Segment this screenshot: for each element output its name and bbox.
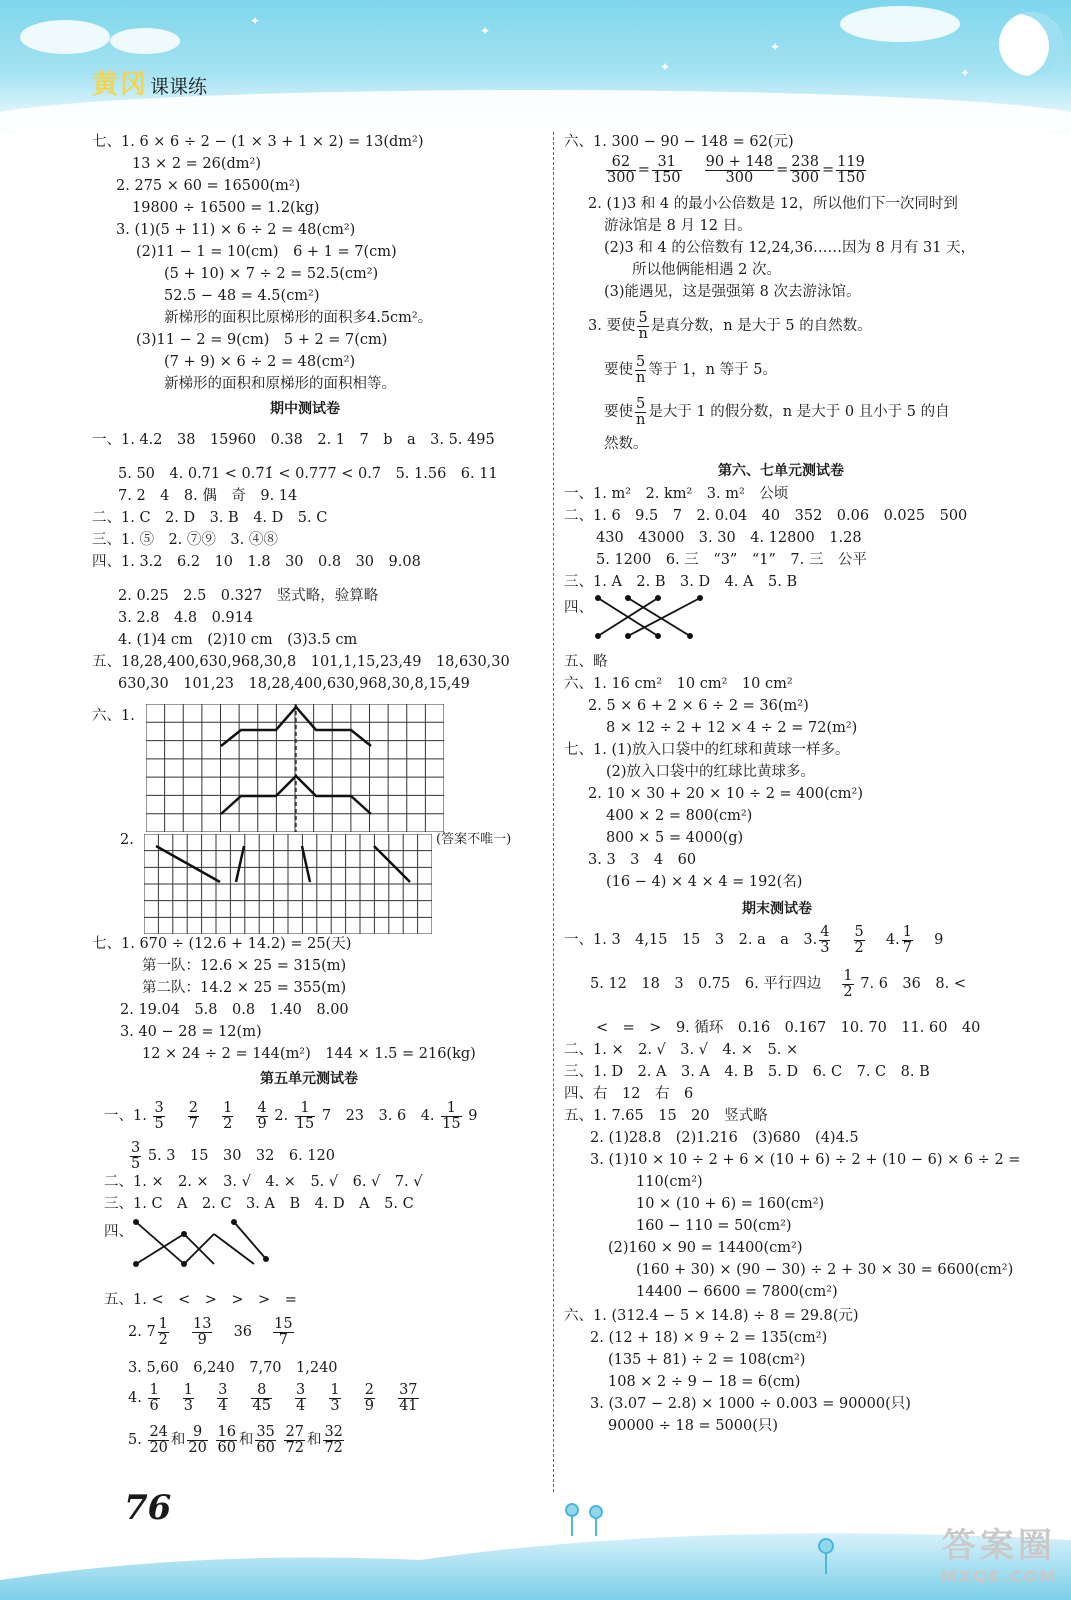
fraction (255, 1425, 275, 1456)
denominator: 72 (324, 1439, 343, 1456)
fraction (284, 1425, 304, 1456)
answer-line: 五、18,28,400,630,968,30,8 101,1,15,23,49 18,630,30 (92, 654, 510, 670)
numerator: 4 (820, 923, 830, 940)
answer-line: (3)能遇见，这是强强第 8 次去游泳馆。 (604, 284, 861, 300)
numerator: 2 (364, 1381, 374, 1398)
numerator: 3 (296, 1381, 306, 1398)
label: 一、1. 3 4,15 15 3 2. a a 3. (564, 932, 818, 948)
answer-line (588, 308, 872, 344)
answer-line: 2. (1)3 和 4 的最小公倍数是 12，所以他们下一次同时到 (588, 196, 958, 212)
answer-line: 2. 5 × 6 + 2 × 6 ÷ 2 = 36(m²) (588, 698, 809, 714)
denominator: n (636, 411, 646, 428)
answer-line: 3. (1)(5 + 11) × 6 ÷ 2 = 48(cm²) (116, 222, 356, 238)
fraction (148, 1425, 168, 1456)
answer-line: 108 × 2 ÷ 9 − 18 = 6(cm) (608, 1374, 801, 1390)
numerator: 1 (149, 1381, 159, 1398)
denominator: 60 (217, 1439, 236, 1456)
label: 2. (274, 1108, 289, 1124)
answer-line: (2)11 − 1 = 10(cm) 6 + 1 = 7(cm) (136, 244, 397, 260)
answer-line: 四、 (564, 600, 593, 616)
answer-line: 2. (1)28.8 (2)1.216 (3)680 (4)4.5 (590, 1130, 859, 1146)
watermark-url: MXQE.COM (940, 1567, 1057, 1586)
star-icon: ✦ (250, 14, 261, 28)
answer-line: 430 43000 3. 30 4. 12800 1.28 (596, 530, 862, 546)
fraction (323, 1425, 343, 1456)
fraction (148, 1383, 159, 1414)
answer-line: 2. (12 + 18) × 9 ÷ 2 = 135(cm²) (590, 1330, 828, 1346)
denominator: 3 (330, 1397, 340, 1414)
denominator: 150 (837, 169, 865, 186)
answer-line: 游泳馆是 8 月 12 日。 (604, 218, 752, 234)
answer-line: (5 + 10) × 7 ÷ 2 = 52.5(cm²) (164, 266, 379, 282)
answer-line: 2. 275 × 60 = 16500(m²) (116, 178, 301, 194)
answer-line (104, 1098, 477, 1134)
fraction (606, 155, 636, 186)
column-divider (553, 132, 554, 1492)
star-icon: ✦ (480, 24, 491, 38)
fraction (329, 1383, 340, 1414)
denominator: 20 (149, 1439, 168, 1456)
numerator: 5 (638, 309, 648, 326)
label: 和 (238, 1432, 254, 1448)
fraction (295, 1101, 315, 1132)
numerator: 24 (149, 1423, 168, 1440)
numerator: 27 (285, 1423, 304, 1440)
answer-line (604, 394, 950, 430)
denominator: 9 (197, 1331, 207, 1348)
fraction (854, 925, 865, 956)
answer-line: 110(cm²) (636, 1174, 703, 1190)
denominator: 15 (295, 1115, 315, 1132)
answer-line: 400 × 2 = 800(cm²) (606, 808, 753, 824)
section-title: 期末测试卷 (742, 901, 812, 917)
numerator: 8 (251, 1383, 271, 1399)
numerator: 1 (158, 1315, 168, 1332)
answer-line: (7 + 9) × 6 ÷ 2 = 48(cm²) (164, 354, 356, 370)
label: 9 (934, 932, 944, 948)
denominator: 60 (256, 1439, 275, 1456)
denominator: n (638, 325, 648, 342)
label: 和 (170, 1432, 186, 1448)
answer-line: (2)放入口袋中的红球比黄球多。 (606, 764, 816, 780)
answer-line: 四、右 12 右 6 (564, 1086, 694, 1102)
label: 36 (233, 1324, 253, 1340)
denominator: 72 (285, 1439, 304, 1456)
answer-line: 2. (120, 832, 134, 848)
answer-line: 二、1. × 2. √ 3. √ 4. × 5. × (564, 1042, 799, 1058)
label: 4. (885, 932, 900, 948)
fraction (256, 1101, 267, 1132)
answer-line: 5. 50 4. 0.71 < 0.7̇1̇ < 0.777 < 0.7̇ 5. 1.56 6. 11 (118, 466, 498, 482)
denominator: 2 (158, 1331, 168, 1348)
fraction (158, 1317, 169, 1348)
numerator: 1 (902, 923, 912, 940)
denominator: 7 (902, 939, 912, 956)
numerator: 5 (854, 923, 864, 940)
label: 等于 1，n 等于 5。 (648, 362, 777, 378)
denominator: 5 (154, 1115, 164, 1132)
answer-line: 7. 2 4 8. 偶 奇 9. 14 (118, 488, 298, 504)
fraction (652, 155, 682, 186)
answer-line: 六、1. 300 − 90 − 148 = 62(元) (564, 134, 794, 150)
answer-line: (135 + 81) ÷ 2 = 108(cm²) (608, 1352, 806, 1368)
answer-line (128, 1422, 346, 1458)
denominator: 7 (278, 1331, 288, 1348)
answer-line: 8 × 12 ÷ 2 + 12 × 4 ÷ 2 = 72(m²) (606, 720, 858, 736)
answer-line: 七、1. 670 ÷ (12.6 + 14.2) = 25(天) (92, 936, 352, 952)
answer-line: 六、1. (92, 708, 135, 724)
answer-line: 3. 2.8 4.8 0.914 (118, 610, 254, 626)
answer-line: 三、1. ⑤ 2. ⑦⑨ 3. ④⑧ (92, 532, 278, 548)
answer-line: 三、1. A 2. B 3. D 4. A 5. B (564, 574, 798, 590)
answer-line: 2. 19.04 5.8 0.8 1.40 8.00 (120, 1002, 349, 1018)
numerator: 1 (843, 967, 853, 984)
answer-line (590, 966, 966, 1002)
star-icon: ✦ (770, 40, 781, 54)
answer-line: 52.5 − 48 = 4.5(cm²) (164, 288, 320, 304)
answer-line: 3. 3 3 4 60 (588, 852, 697, 868)
numerator: 9 (187, 1425, 207, 1441)
denominator: 5 (131, 1155, 141, 1172)
answer-line: 七、1. (1)放入口袋中的红球和黄球一样多。 (564, 742, 850, 758)
fraction (441, 1101, 461, 1132)
section-title: 第六、七单元测试卷 (718, 463, 844, 479)
denominator: 9 (364, 1397, 374, 1414)
answer-line: 四、 (104, 1224, 133, 1240)
denominator: 300 (725, 169, 754, 186)
star-icon: ✦ (660, 60, 671, 74)
denominator: 45 (252, 1397, 271, 1414)
answer-line: 630,30 101,23 18,28,400,630,968,30,8,15,49 (118, 676, 470, 692)
fraction (819, 925, 830, 956)
section-title: 第五单元测试卷 (260, 1071, 358, 1087)
answer-line (604, 352, 777, 388)
answer-line: < = > 9. 循环 0.16̇ 0.167 10. 70 11. 60 40 (596, 1020, 981, 1036)
answer-note: (答案不唯一) (436, 832, 512, 847)
cloud-decoration (110, 28, 180, 54)
answer-line: 3. 5,60 6,240 7,70 1,240 (128, 1360, 338, 1376)
answer-line: 二、1. C 2. D 3. B 4. D 5. C (92, 510, 328, 526)
fraction (222, 1101, 233, 1132)
numerator: 31 (652, 155, 682, 171)
fraction (790, 155, 820, 186)
numerator: 238 (791, 153, 819, 170)
answer-line: 新梯形的面积和原梯形的面积相等。 (164, 376, 396, 392)
numerator: 119 (837, 153, 865, 170)
answer-line: (2)3 和 4 的公倍数有 12,24,36……因为 8 月有 31 天， (604, 240, 976, 256)
answer-line (128, 1314, 296, 1350)
brand-bold: 黄冈 (92, 70, 149, 100)
star-icon: ✦ (960, 66, 971, 80)
answer-line: 五、1. 7.65 15 20 竖式略 (564, 1108, 768, 1124)
answer-line: 七、1. 6 × 6 ÷ 2 − (1 × 3 + 1 × 2) = 13(dm²) (92, 134, 424, 150)
denominator: 300 (791, 169, 819, 186)
fraction (130, 1141, 141, 1172)
answer-line: 3. 40 − 28 = 12(m) (120, 1024, 262, 1040)
fraction (705, 155, 775, 186)
answer-line: 六、1. 16 cm² 10 cm² 10 cm² (564, 676, 793, 692)
answer-line: (3)11 − 2 = 9(cm) 5 + 2 = 7(cm) (136, 332, 388, 348)
fraction (188, 1101, 199, 1132)
numerator: 5 (636, 395, 646, 412)
numerator: 1 (295, 1101, 315, 1117)
numerator: 16 (217, 1423, 236, 1440)
answer-line: 第二队：14.2 × 25 = 355(m) (142, 980, 347, 996)
numerator: 1 (330, 1381, 340, 1398)
label: 9 (468, 1108, 478, 1124)
answer-line: 2. 10 × 30 + 20 × 10 ÷ 2 = 400(cm²) (588, 786, 863, 802)
moon-icon (999, 12, 1063, 76)
translation-grid (144, 834, 432, 934)
label: 3. 要使 (588, 318, 636, 334)
denominator: 4 (218, 1397, 228, 1414)
fraction (183, 1383, 194, 1414)
answer-line: 4. (1)4 cm (2)10 cm (3)3.5 cm (118, 632, 358, 648)
numerator: 1 (223, 1099, 233, 1116)
answer-line: 新梯形的面积比原梯形的面积多4.5cm²。 (164, 310, 433, 326)
answer-line: 一、1. 4.2 38 15960 0.38 2. 1 7 b a 3. 5. 4̇95̇ (92, 432, 495, 448)
answer-line: 三、1. D 2. A 3. A 4. B 5. D 6. C 7. C 8. B (564, 1064, 930, 1080)
denominator: 15 (442, 1115, 461, 1132)
numerator: 3 (218, 1381, 228, 1398)
numerator: 90 + 148 (705, 153, 774, 170)
denominator: 300 (607, 169, 635, 186)
denominator: 2 (843, 983, 853, 1000)
denominator: 2 (223, 1115, 233, 1132)
cloud-decoration (20, 20, 110, 54)
answer-line: 二、1. 6 9.5 7 2. 0.04 40 352 0.06 0.025 500 (564, 508, 968, 524)
label: 是真分数，n 是大于 5 的自然数。 (650, 318, 872, 334)
label: 2. 7 (128, 1324, 156, 1340)
answer-line: 160 − 110 = 50(cm²) (636, 1218, 792, 1234)
numerator: 2 (188, 1099, 199, 1116)
answer-line: (160 + 30) × (90 − 30) ÷ 2 + 30 × 30 = 6600(cm²) (636, 1262, 1014, 1278)
denominator: 7 (188, 1115, 199, 1132)
denominator: 2 (854, 939, 864, 956)
label: 7 23 3. 6 4. (321, 1108, 435, 1124)
denominator: n (636, 369, 646, 386)
denominator: 41 (399, 1397, 418, 1414)
label: 5. 12 18 3 0.75 6. 平行四边 (590, 976, 822, 992)
answer-line: 然数。 (604, 436, 648, 452)
brand-logo (92, 64, 207, 101)
numerator: 13 (193, 1315, 212, 1332)
section-title: 期中测试卷 (270, 401, 340, 417)
answer-line: 5. 1200 6. 三 “3” “1” 7. 三 公平 (596, 552, 867, 568)
numerator: 1 (183, 1381, 194, 1398)
label: 5. (128, 1432, 142, 1448)
answer-line: 四、1. 3.2 6.2 10 1.8 30 0.8 30 9.08 (92, 554, 421, 570)
answer-line: 二、1. × 2. × 3. √ 4. × 5. √ 6. √ 7. √ (104, 1174, 423, 1190)
denominator: 20 (188, 1439, 207, 1456)
fraction (635, 397, 646, 428)
cloud-decoration (840, 6, 960, 42)
label: 7. 6 36 8. < (860, 976, 966, 992)
answer-line: 12 × 24 ÷ 2 = 144(m²) 144 × 1.5 = 216(kg) (142, 1046, 476, 1062)
fraction (153, 1101, 164, 1132)
answer-line: 14400 − 6600 = 7800(cm²) (636, 1284, 838, 1300)
answer-line (128, 1138, 335, 1174)
watermark-title: 答案圈 (941, 1526, 1056, 1566)
label: 4. (128, 1390, 142, 1406)
denominator: 4 (296, 1397, 306, 1414)
page-number: 76 (124, 1488, 172, 1528)
matching-diagram (590, 590, 720, 644)
answer-line: 800 × 5 = 4000(g) (606, 830, 744, 846)
answer-line: 第一队：12.6 × 25 = 315(m) (142, 958, 347, 974)
label: 是大于 1 的假分数，n 是大于 0 且小于 5 的自 (648, 404, 950, 420)
answer-line: 3. (1)10 × 10 ÷ 2 + 6 × (10 + 6) ÷ 2 + (10 − 6) × 6 ÷ 2 = (590, 1152, 1021, 1168)
fraction (273, 1317, 293, 1348)
matching-diagram (124, 1214, 274, 1274)
numerator: 5 (636, 353, 646, 370)
answer-line (564, 922, 943, 958)
fraction (637, 311, 648, 342)
answer-line: 五、略 (564, 654, 608, 670)
fraction (192, 1317, 212, 1348)
fraction (216, 1425, 236, 1456)
numerator: 37 (399, 1381, 418, 1398)
answer-line: 三、1. C A 2. C 3. A B 4. D A 5. C (104, 1196, 414, 1212)
numerator: 32 (324, 1423, 343, 1440)
answer-line: 所以他俩能相遇 2 次。 (632, 262, 781, 278)
answer-line: 10 × (10 + 6) = 160(cm²) (636, 1196, 825, 1212)
answer-line (128, 1380, 421, 1416)
answer-line: 六、1. (312.4 − 5 × 14.8) ÷ 8 = 29.8(元) (564, 1308, 859, 1324)
answer-line: (2)160 × 90 = 14400(cm²) (608, 1240, 803, 1256)
answer-line: (16 − 4) × 4 × 4 = 192(名) (606, 874, 803, 890)
denominator: 6 (149, 1397, 159, 1414)
numerator: 35 (256, 1423, 275, 1440)
answer-line: $\frac{62}{300}$ = $\frac{31}{150}$ $\frac{90 + 148}{300}$ = $\frac{238}{300}$ = $\frac{119}{150}$ (607, 153, 865, 186)
denominator: 3 (183, 1397, 194, 1414)
denominator: 150 (652, 169, 681, 186)
fraction (635, 355, 646, 386)
answer-line: 2. 0.25 2.5 0.32̇7̇ 竖式略，验算略 (118, 588, 379, 604)
fraction (295, 1383, 306, 1414)
label: 要使 (604, 362, 633, 378)
fraction (251, 1383, 271, 1414)
answer-line: 一、1. m² 2. km² 3. m² 公顷 (564, 486, 789, 502)
answer-line: 19800 ÷ 16500 = 1.2(kg) (132, 200, 320, 216)
numerator: 1 (441, 1101, 461, 1117)
fraction (398, 1383, 418, 1414)
fraction (217, 1383, 228, 1414)
fraction (364, 1383, 375, 1414)
label: 5. 3 15 30 32 6. 120 (147, 1148, 335, 1164)
answer-line: 五、1. < < > > > = (104, 1292, 297, 1308)
numerator: 15 (274, 1315, 293, 1332)
label: 一、1. (104, 1108, 147, 1124)
symmetry-grid (146, 704, 444, 832)
numerator: 3 (154, 1099, 164, 1116)
label: 要使 (604, 404, 633, 420)
numerator: 3 (131, 1139, 141, 1156)
fraction (842, 969, 853, 1000)
fraction (902, 925, 913, 956)
brand-rest: 课课练 (150, 76, 208, 98)
watermark (941, 1518, 1057, 1586)
answer-line: 13 × 2 = 26(dm²) (132, 156, 262, 172)
label: 和 (306, 1432, 322, 1448)
denominator: 9 (257, 1115, 267, 1132)
numerator: 62 (606, 155, 636, 171)
answer-line: 3. (3.07 − 2.8) × 1000 ÷ 0.003 = 90000(只) (590, 1396, 911, 1412)
fraction (836, 155, 866, 186)
numerator: 4 (257, 1099, 267, 1116)
answer-line: 90000 ÷ 18 = 5000(只) (608, 1418, 779, 1434)
page-header (0, 0, 1071, 135)
denominator: 3 (820, 939, 830, 956)
fraction (187, 1425, 207, 1456)
